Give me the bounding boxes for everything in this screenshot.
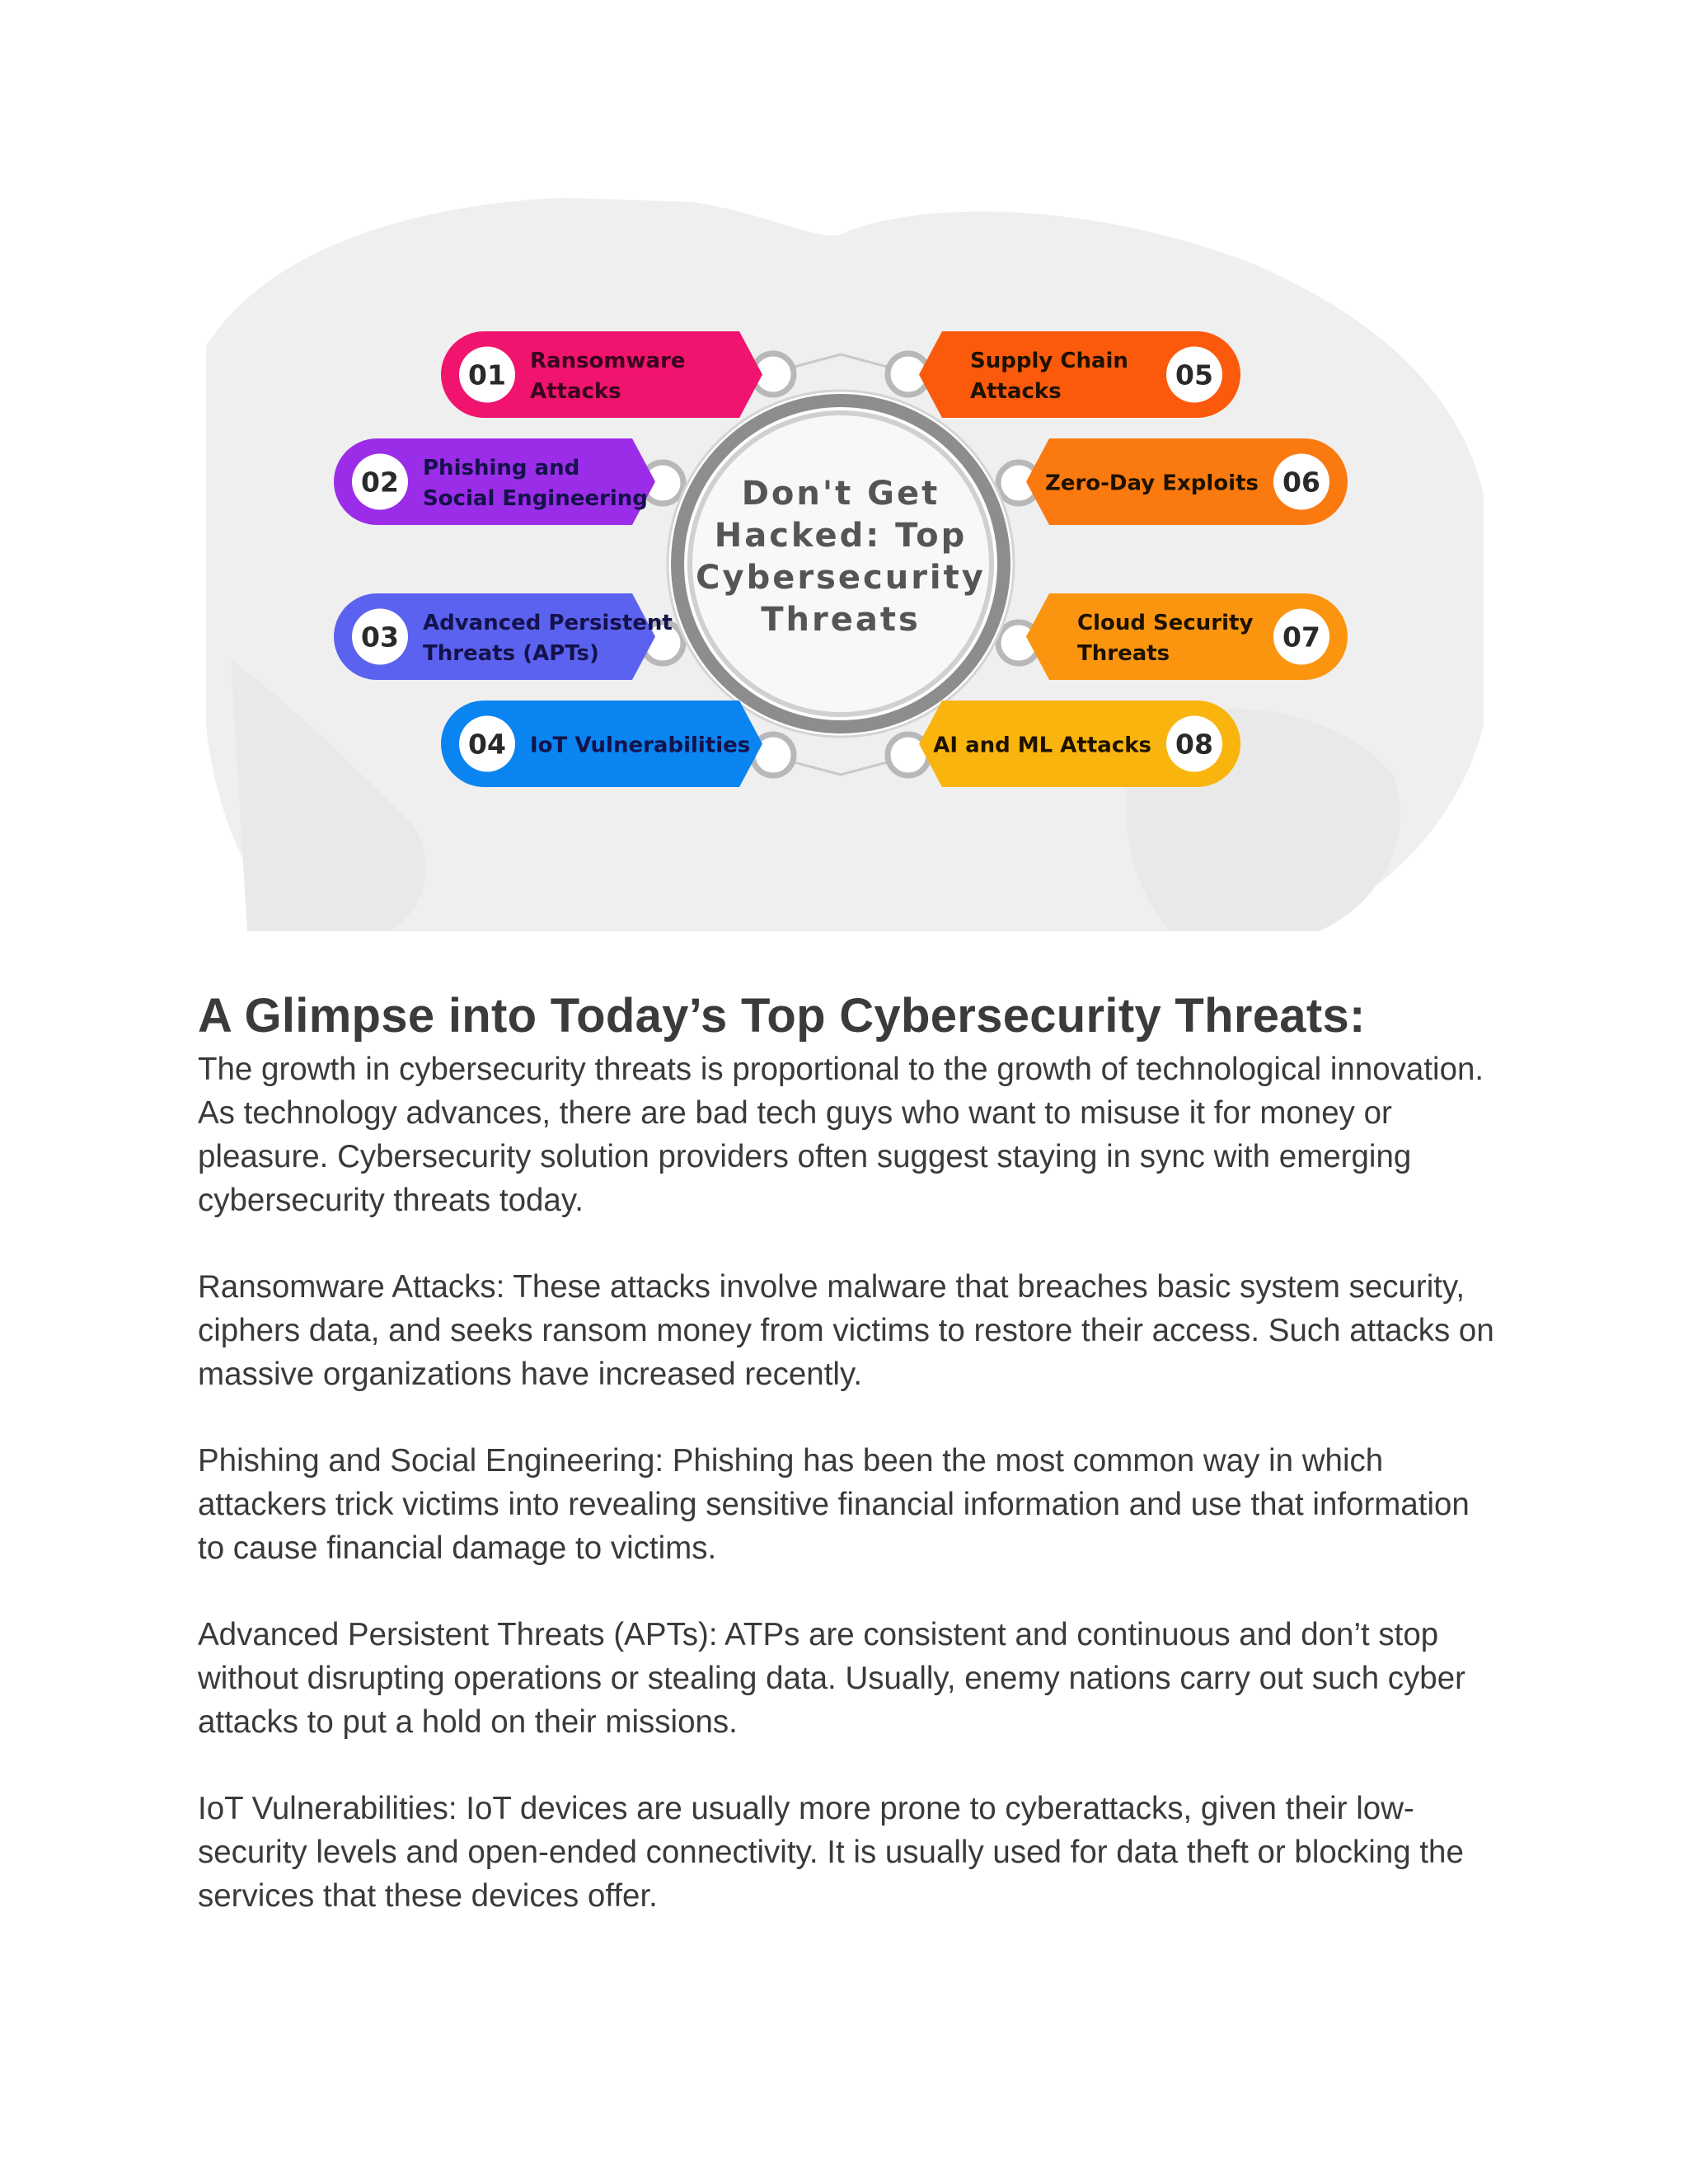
badge-label-line: Attacks [530, 379, 621, 404]
threat-badge-iot-vulnerabilities [441, 701, 762, 787]
badge-number: 01 [468, 359, 506, 391]
article [198, 985, 1500, 1961]
badge-number: 02 [361, 466, 399, 499]
badge-label-line: Threats [1077, 641, 1170, 666]
badge-number: 08 [1175, 728, 1213, 761]
threat-badge-ransomware-attacks [441, 331, 762, 418]
badge-label-line: Zero-Day Exploits [1044, 471, 1259, 496]
article-heading: A Glimpse into Today’s Top Cybersecurity Threats: [198, 989, 1366, 1043]
threat-badge-phishing-and-social-engineering [334, 438, 655, 525]
threat-badge-advanced-persistent-threats-apts [334, 593, 673, 680]
badge-number: 07 [1282, 621, 1320, 654]
center-circle [668, 391, 1014, 737]
paragraph-phishing: Phishing and Social Engineering: Phishing has been the most common way in which attackers trick victims into revealing sensitive financial information and use that information to cause financial damage to victims. [198, 1443, 1470, 1566]
threat-badge-supply-chain-attacks [919, 331, 1240, 418]
threat-badge-ai-and-ml-attacks [919, 701, 1240, 787]
threat-badge-cloud-security-threats [1026, 593, 1348, 680]
badge-label-line: Attacks [970, 379, 1062, 404]
paragraph-ransomware: Ransomware Attacks: These attacks involve malware that breaches basic system security, ciphers data, and seeks ransom money from victims to restore their access. Such attacks on massive organizations have increased recently. [198, 1269, 1494, 1392]
badge-label-line: Advanced Persistent [423, 611, 673, 635]
center-title-line-1: Don't Get [741, 475, 940, 513]
cybersecurity-threats-infographic [198, 198, 1492, 931]
badge-label-line: Supply Chain [970, 349, 1128, 373]
paragraph-iot: IoT Vulnerabilities: IoT devices are usually more prone to cyberattacks, given their low-security levels and open-ended connectivity. It is usually used for data theft or blocking the services that these devices offer. [198, 1791, 1464, 1914]
badge-number: 06 [1282, 466, 1320, 499]
infographic-graphic [198, 198, 1492, 931]
threat-badge-zero-day-exploits [1026, 438, 1348, 525]
article-intro: The growth in cybersecurity threats is proportional to the growth of technological innovation. As technology advances, there are bad tech guys who want to misuse it for money or pleasure. Cybersecurity solution providers often suggest staying in sync with emerging cybersecurity threats today. [198, 1052, 1484, 1218]
badge-label-line: Social Engineering [423, 486, 648, 511]
badge-label-line: Ransomware [530, 349, 686, 373]
paragraph-apts: Advanced Persistent Threats (APTs): ATPs are consistent and continuous and don’t stop without disrupting operations or stealing data. Usually, enemy nations carry out such cyber attacks to put a hold on their missions. [198, 1617, 1465, 1740]
badge-number: 05 [1175, 359, 1213, 391]
center-title-line-3: Cybersecurity [696, 559, 986, 597]
center-title-line-2: Hacked: Top [714, 517, 968, 555]
badge-label-line: Phishing and [423, 456, 580, 480]
badge-label-line: Cloud Security [1077, 611, 1254, 635]
badge-number: 03 [361, 621, 399, 654]
badge-label-line: Threats (APTs) [423, 641, 599, 666]
badge-number: 04 [468, 728, 506, 761]
badge-label-line: AI and ML Attacks [933, 733, 1151, 758]
center-title-line-4: Threats [761, 601, 921, 639]
badge-label-line: IoT Vulnerabilities [530, 733, 751, 758]
